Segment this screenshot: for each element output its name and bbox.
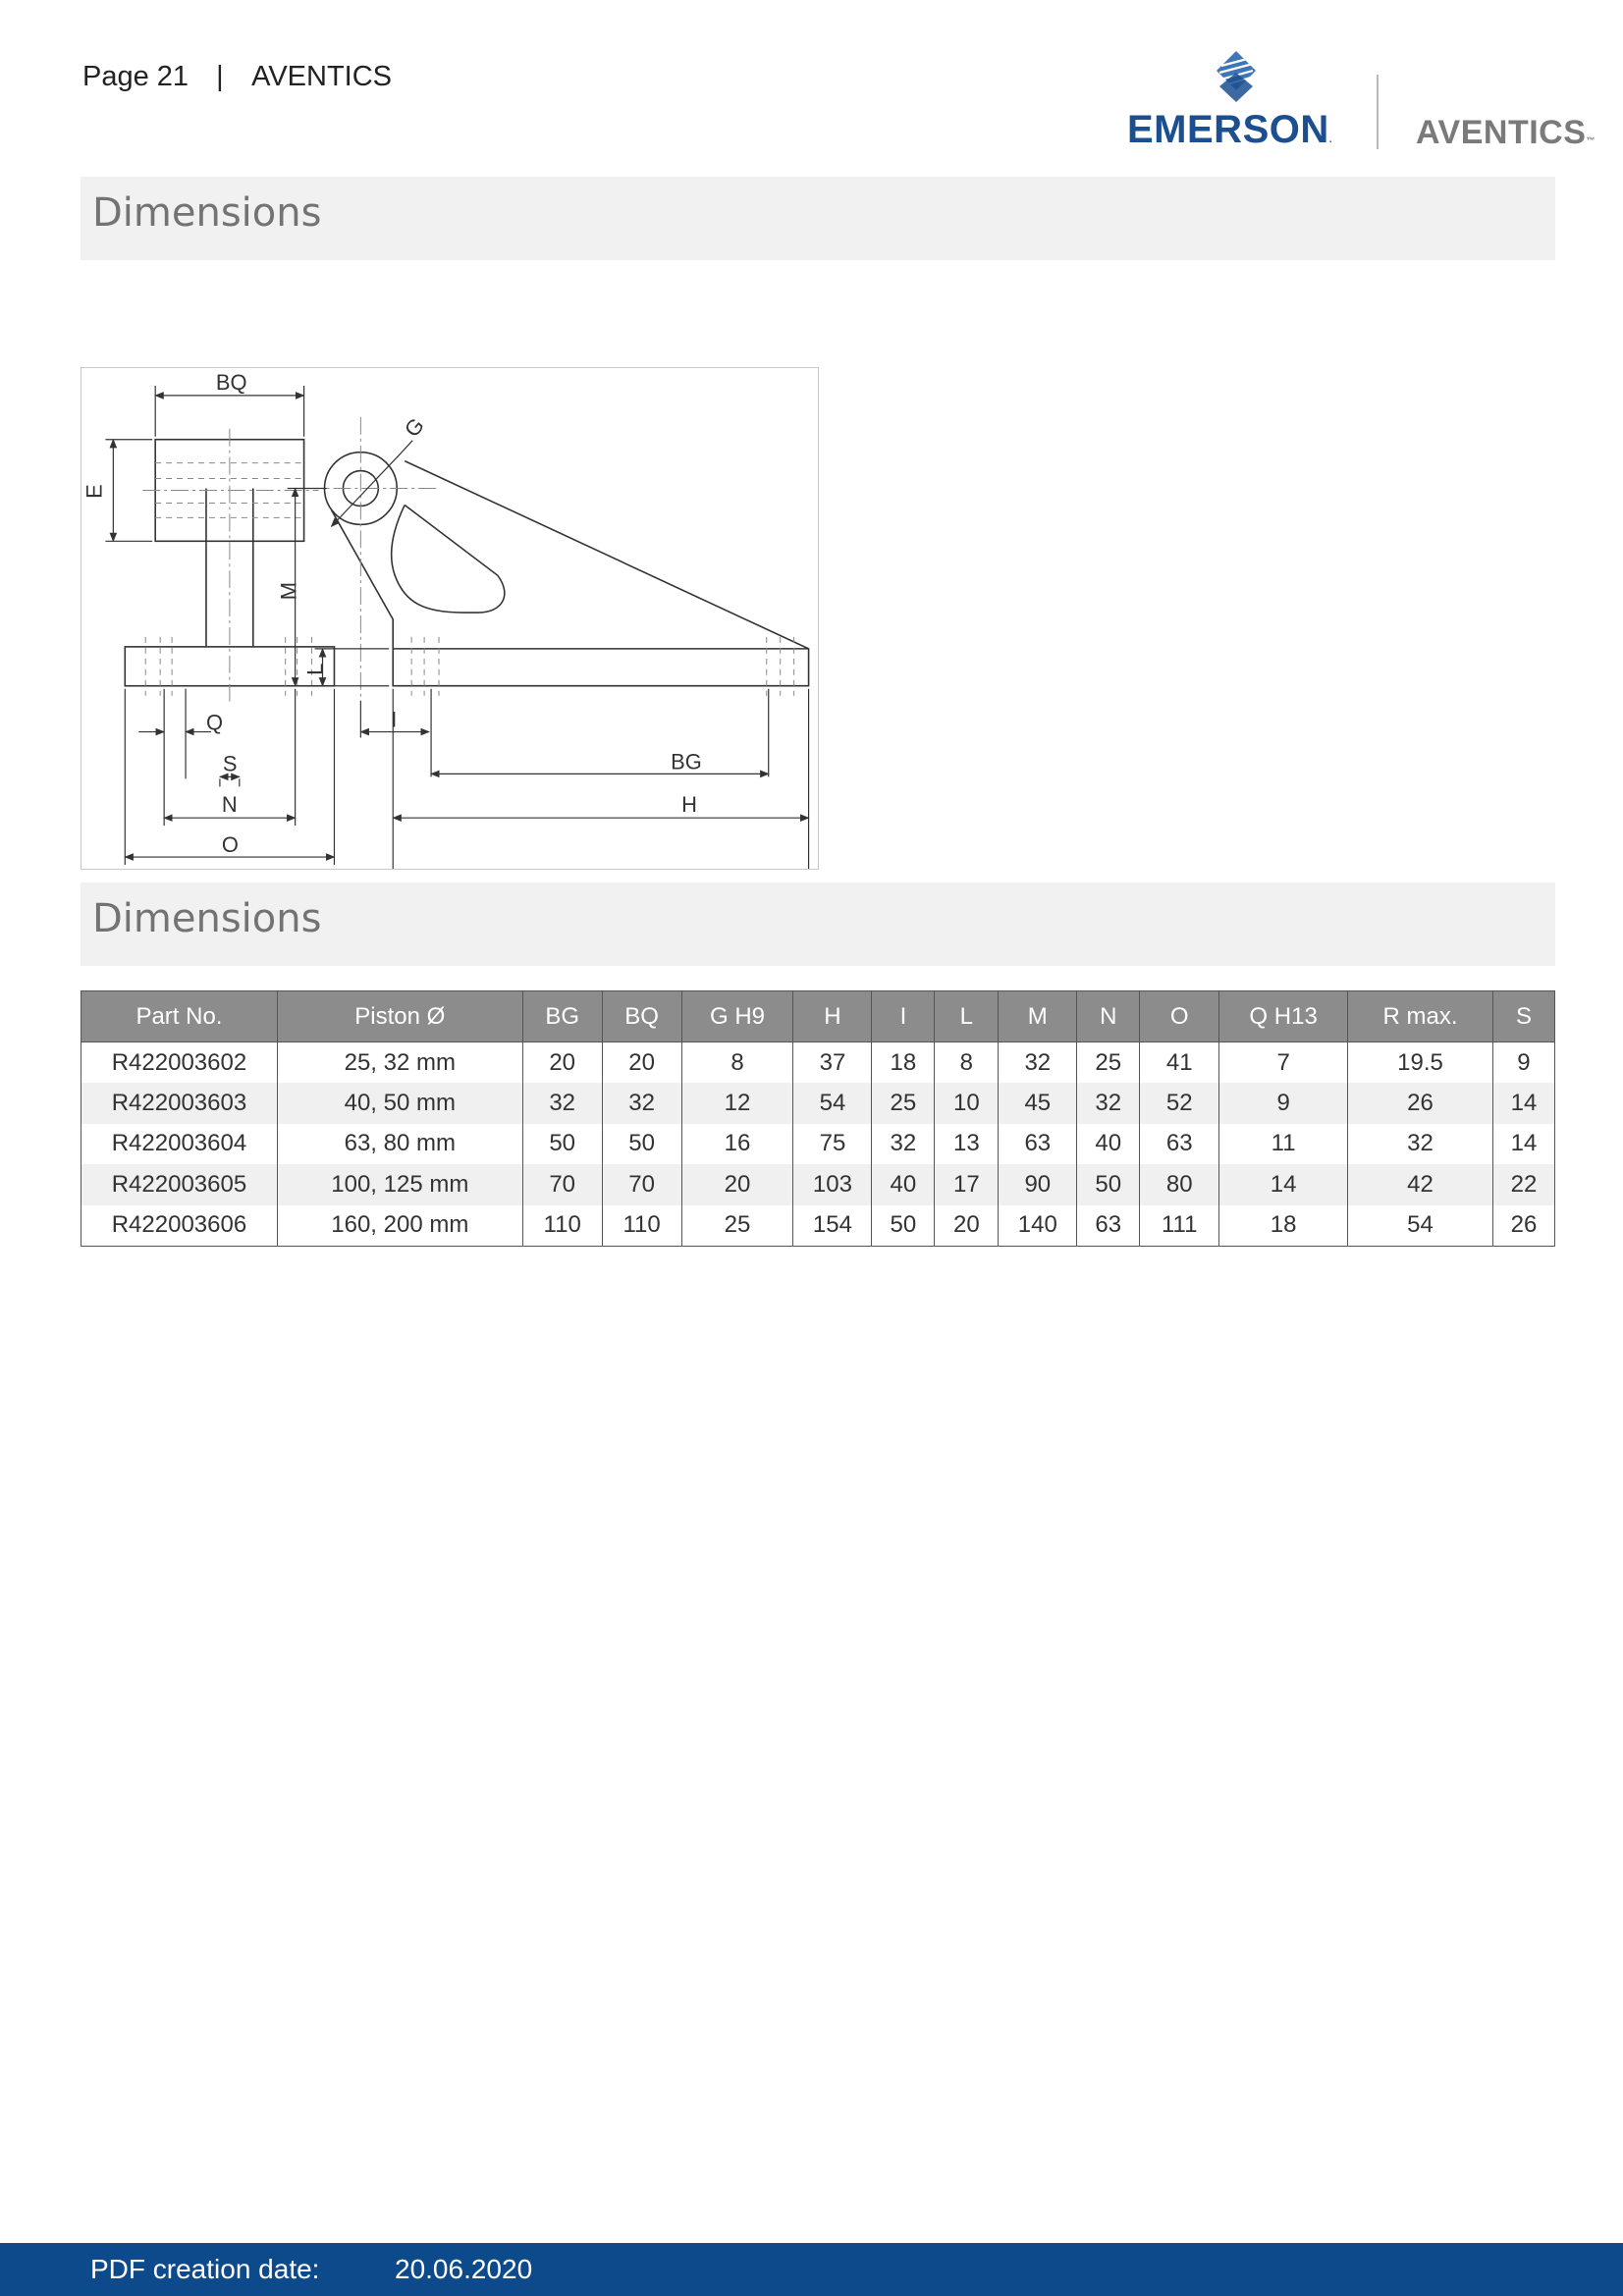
table-cell: 20 xyxy=(602,1042,681,1084)
column-header: M xyxy=(999,991,1077,1042)
table-cell: 54 xyxy=(1348,1205,1493,1247)
page-header xyxy=(82,61,392,93)
table-cell: 9 xyxy=(1219,1083,1348,1124)
table-cell: 154 xyxy=(793,1205,872,1247)
column-header: H xyxy=(793,991,872,1042)
column-header: BQ xyxy=(602,991,681,1042)
table-cell: 37 xyxy=(793,1042,872,1084)
column-header: O xyxy=(1140,991,1219,1042)
table-cell: 41 xyxy=(1140,1042,1219,1084)
table-cell: 80 xyxy=(1140,1164,1219,1205)
emerson-aventics-logo xyxy=(1127,51,1598,154)
label-i: I xyxy=(391,707,398,732)
table-cell: 10 xyxy=(935,1083,999,1124)
table-cell: 75 xyxy=(793,1124,872,1165)
table-cell: 12 xyxy=(681,1083,793,1124)
table-cell: 25 xyxy=(681,1205,793,1247)
section-title: Dimensions xyxy=(92,190,322,236)
table-cell: 20 xyxy=(522,1042,602,1084)
column-header: Q H13 xyxy=(1219,991,1348,1042)
side-view xyxy=(325,453,809,686)
table-cell: 32 xyxy=(872,1124,935,1165)
table-cell: 25, 32 mm xyxy=(277,1042,522,1084)
table-cell: 26 xyxy=(1492,1205,1554,1247)
table-cell: 50 xyxy=(872,1205,935,1247)
table-cell: 13 xyxy=(935,1124,999,1165)
emerson-diamond-icon xyxy=(1212,51,1261,108)
page-number: 21 xyxy=(156,61,189,92)
emerson-wordmark: EMERSON. xyxy=(1127,108,1333,151)
table-cell: 50 xyxy=(1077,1164,1140,1205)
label-bq: BQ xyxy=(215,369,247,395)
column-header: G H9 xyxy=(681,991,793,1042)
table-header-row xyxy=(81,991,1555,1042)
logo-divider xyxy=(1377,75,1379,149)
table-cell: 14 xyxy=(1492,1124,1554,1165)
column-header: R max. xyxy=(1348,991,1493,1042)
aventics-wordmark: AVENTICS™ xyxy=(1416,114,1596,151)
table-cell: 14 xyxy=(1492,1083,1554,1124)
table-cell: 45 xyxy=(999,1083,1077,1124)
table-cell: 11 xyxy=(1219,1124,1348,1165)
table-cell: 70 xyxy=(522,1164,602,1205)
table-cell: 22 xyxy=(1492,1164,1554,1205)
front-view-dimensions xyxy=(105,386,334,865)
section-title: Dimensions xyxy=(92,896,322,941)
table-cell: 18 xyxy=(872,1042,935,1084)
label-o: O xyxy=(221,832,239,858)
table-cell: R422003604 xyxy=(81,1124,278,1165)
table-cell: 20 xyxy=(935,1205,999,1247)
table-cell: 111 xyxy=(1140,1205,1219,1247)
table-row xyxy=(81,1205,1555,1247)
table-cell: 103 xyxy=(793,1164,872,1205)
dimension-drawing-svg xyxy=(81,368,818,869)
table-cell: 110 xyxy=(602,1205,681,1247)
table-cell: 32 xyxy=(1348,1124,1493,1165)
table-cell: 9 xyxy=(1492,1042,1554,1084)
column-header: Piston Ø xyxy=(277,991,522,1042)
table-cell: 54 xyxy=(793,1083,872,1124)
table-cell: 26 xyxy=(1348,1083,1493,1124)
table-cell: R422003603 xyxy=(81,1083,278,1124)
label-s: S xyxy=(222,751,238,776)
table-cell: 7 xyxy=(1219,1042,1348,1084)
table-cell: 42 xyxy=(1348,1164,1493,1205)
table-cell: 19.5 xyxy=(1348,1042,1493,1084)
table-cell: 17 xyxy=(935,1164,999,1205)
header-separator: | xyxy=(216,61,224,92)
dimensions-table xyxy=(81,990,1555,1247)
table-cell: R422003606 xyxy=(81,1205,278,1247)
side-view-hidden-lines xyxy=(411,637,793,696)
column-header: Part No. xyxy=(81,991,278,1042)
table-cell: 16 xyxy=(681,1124,793,1165)
table-cell: 32 xyxy=(999,1042,1077,1084)
table-cell: 160, 200 mm xyxy=(277,1205,522,1247)
table-row xyxy=(81,1083,1555,1124)
side-view-centerlines xyxy=(302,417,436,701)
table-cell: R422003602 xyxy=(81,1042,278,1084)
table-cell: 8 xyxy=(935,1042,999,1084)
table-cell: 100, 125 mm xyxy=(277,1164,522,1205)
table-cell: 8 xyxy=(681,1042,793,1084)
footer-label: PDF creation date: xyxy=(90,2254,320,2284)
table-cell: 110 xyxy=(522,1205,602,1247)
dimension-drawing xyxy=(81,367,819,870)
label-g: G xyxy=(399,412,429,442)
label-bg: BG xyxy=(671,749,702,774)
table-cell: 40, 50 mm xyxy=(277,1083,522,1124)
table-cell: 40 xyxy=(1077,1124,1140,1165)
column-header: I xyxy=(872,991,935,1042)
label-m: M xyxy=(276,581,301,601)
column-header: L xyxy=(935,991,999,1042)
table-row xyxy=(81,1042,1555,1084)
table-cell: 18 xyxy=(1219,1205,1348,1247)
section-header-drawing xyxy=(81,177,1555,260)
table-cell: 32 xyxy=(522,1083,602,1124)
table-cell: 20 xyxy=(681,1164,793,1205)
label-e: E xyxy=(81,484,107,499)
label-l: L xyxy=(302,663,328,675)
table-cell: 14 xyxy=(1219,1164,1348,1205)
table-cell: 32 xyxy=(1077,1083,1140,1124)
table-cell: 40 xyxy=(872,1164,935,1205)
table-body xyxy=(81,1042,1555,1247)
column-header: N xyxy=(1077,991,1140,1042)
table-cell: 25 xyxy=(1077,1042,1140,1084)
label-n: N xyxy=(221,792,238,818)
column-header: BG xyxy=(522,991,602,1042)
table-cell: 90 xyxy=(999,1164,1077,1205)
table-cell: 140 xyxy=(999,1205,1077,1247)
table-cell: 70 xyxy=(602,1164,681,1205)
front-view-centerlines xyxy=(142,429,318,706)
table-cell: 50 xyxy=(522,1124,602,1165)
table-cell: 32 xyxy=(602,1083,681,1124)
table-cell: 63 xyxy=(999,1124,1077,1165)
table-cell: 50 xyxy=(602,1124,681,1165)
footer-bar xyxy=(0,2243,1623,2296)
front-view-hidden-lines xyxy=(145,463,311,696)
table-row xyxy=(81,1124,1555,1165)
column-header: S xyxy=(1492,991,1554,1042)
label-q: Q xyxy=(205,710,224,735)
table-cell: 63, 80 mm xyxy=(277,1124,522,1165)
table-cell: 63 xyxy=(1140,1124,1219,1165)
page-label: Page xyxy=(82,61,149,92)
header-brand: AVENTICS xyxy=(251,61,393,92)
table-cell: R422003605 xyxy=(81,1164,278,1205)
table-row xyxy=(81,1164,1555,1205)
section-header-table xyxy=(81,882,1555,966)
label-h: H xyxy=(681,792,697,818)
table-cell: 25 xyxy=(872,1083,935,1124)
table-cell: 63 xyxy=(1077,1205,1140,1247)
footer-date: 20.06.2020 xyxy=(395,2254,533,2284)
table-cell: 52 xyxy=(1140,1083,1219,1124)
